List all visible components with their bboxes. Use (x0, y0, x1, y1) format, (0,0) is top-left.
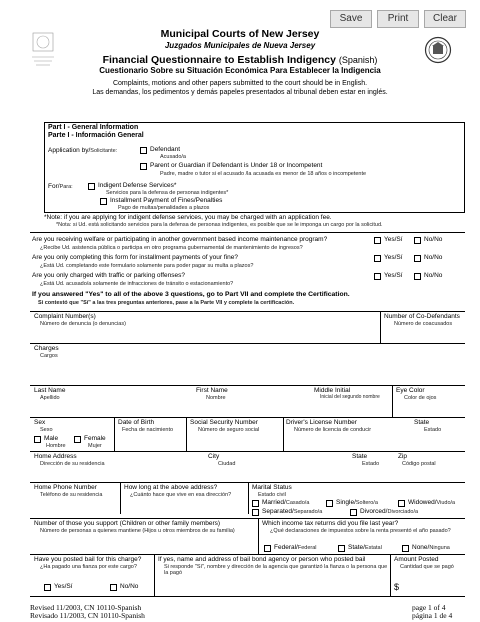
male-label-es: Hombre (46, 443, 66, 449)
dollar-sign: $ (394, 582, 400, 592)
license-state-label: State (414, 419, 430, 426)
widowed-checkbox[interactable] (398, 500, 405, 507)
traffic-no-checkbox[interactable] (414, 273, 421, 280)
city-input[interactable] (208, 468, 348, 480)
answer-note-es: Si contestó que "Sí" a las tres preguntas anteriores, pase a la Parte VII y complete la certificación. (38, 300, 295, 306)
form-title-es: Cuestionario Sobre su Situación Económica Para Establecer la Indigencia (99, 66, 381, 75)
page-number-es: página 1 de 4 (412, 611, 453, 620)
eye-color-label: Eye Color (396, 387, 425, 394)
question-traffic-es: ¿Está Ud. acusado/a solamente de infracciones de tránsito o estacionamiento? (40, 281, 234, 287)
bail-yes-checkbox[interactable] (44, 584, 51, 591)
taxes-label-es: ¿Qué declaraciones de impuestos sobre la renta presentó el año pasado? (270, 528, 451, 534)
codefendants-label-es: Número de coacusados (394, 321, 453, 327)
bail-label: Have you posted bail for this charge? (34, 556, 142, 563)
charges-label-es: Cargos (40, 353, 58, 359)
installment-no-label: No/No (424, 254, 443, 261)
complaint-label: Complaint Number(s) (34, 313, 96, 320)
codefendants-label: Number of Co-Defendants (384, 313, 460, 320)
howlong-label: How long at the above address? (124, 484, 218, 491)
fee-note: *Note: if you are applying for indigent defense services, you may be charged with an application fee. (44, 214, 332, 221)
license-state-label-es: Estado (424, 427, 442, 433)
ssn-input[interactable] (190, 436, 280, 449)
nj-seal-icon (30, 30, 56, 70)
for-label: For/Para: (48, 183, 73, 190)
sex-label: Sex (34, 419, 46, 426)
howlong-label-es: ¿Cuánto hace que vive en esa dirección? (130, 492, 232, 498)
complaint-label-es: Número de denuncia (o denuncias) (40, 321, 126, 327)
last-name-label: Last Name (34, 387, 66, 394)
marital-label: Marital Status (252, 484, 292, 491)
sex-label-es: Sexo (40, 427, 53, 433)
traffic-yes-checkbox[interactable] (374, 273, 381, 280)
state-label: State (352, 453, 368, 460)
application-by-label: Application by/Solicitante: (48, 147, 118, 154)
city-label: City (208, 453, 220, 460)
state-input[interactable] (352, 468, 394, 480)
codefendants-input[interactable] (384, 328, 462, 342)
court-name: Municipal Courts of New Jersey (160, 28, 320, 40)
first-name-label: First Name (196, 387, 228, 394)
installment-checkbox[interactable] (100, 198, 107, 205)
installment-label-es: Pago de multas/penalidades a plazos (118, 205, 210, 211)
first-name-label-es: Nombre (206, 395, 226, 401)
license-state-input[interactable] (414, 436, 462, 449)
question-installment-es: ¿Está Ud. completando este formulario solamente para poder pagar su multa a plazos? (40, 263, 254, 269)
answer-note: If you answered "Yes" to all of the above 3 questions, go to Part VII and complete the Certification. (32, 291, 350, 298)
last-name-input[interactable] (34, 403, 184, 416)
revised-text-es: Revisado 11/2003, CN 10110-Spanish (30, 611, 145, 620)
ssn-label: Social Security Number (190, 419, 258, 426)
traffic-no-label: No/No (424, 272, 443, 279)
first-name-input[interactable] (196, 403, 308, 416)
english-notice: Complaints, motions and other papers submitted to the court should be in English. (112, 80, 368, 87)
english-notice-es: Las demandas, los pedimentos y demás papeles presentados al tribunal deben estar en inglés. (92, 89, 388, 96)
eye-color-input[interactable] (396, 403, 462, 416)
parent-label: Parent or Guardian if Defendant is Under 18 or Incompetent (150, 162, 323, 169)
indigent-label-es: Servicios para la defensa de personas indigentes* (106, 190, 229, 196)
zip-label: Zip (398, 453, 408, 460)
phone-label: Home Phone Number (34, 484, 97, 491)
middle-initial-label-es: Inicial del segundo nombre (320, 394, 380, 400)
male-checkbox[interactable] (34, 436, 41, 443)
question-traffic: Are you only charged with traffic or parking offenses? (32, 272, 185, 279)
dob-label-es: Fecha de nacimiento (122, 427, 174, 433)
ssn-label-es: Número de seguro social (198, 427, 260, 433)
charges-input[interactable] (34, 360, 462, 384)
address-input[interactable] (34, 468, 202, 480)
installment-label: Installment Payment of Fines/Penalties (110, 197, 223, 204)
form-title: Financial Questionnaire to Establish Indigency (Spanish) (102, 54, 378, 66)
parent-label-es: Padre, madre o tutor si el acusado /la acusada es menor de 18 años o incompetente (160, 171, 367, 177)
amount-label: Amount Posted (394, 556, 439, 563)
bail-yes-label: Yes/Sí (54, 583, 73, 590)
eye-color-label-es: Color de ojos (404, 395, 437, 401)
city-label-es: Ciudad (218, 461, 236, 467)
license-label-es: Número de licencia de conducir (294, 427, 372, 433)
address-label: Home Address (34, 453, 77, 460)
federal-label: Federal/Federal (274, 544, 317, 551)
print-button[interactable]: Print (377, 10, 419, 28)
state-label-es: Estado (362, 461, 380, 467)
single-checkbox[interactable] (326, 500, 333, 507)
agency-label-es: Si responde "Sí", nombre y dirección de la agencia que garantizó la fianza o la persona que la pagó (164, 564, 388, 576)
married-label: Married/Casado/a (262, 499, 310, 506)
indigent-label: Indigent Defense Services* (98, 182, 177, 189)
widowed-label: Widowed/Viudo/a (408, 499, 456, 506)
installment-yes-label: Yes/Sí (384, 254, 403, 261)
support-label: Number of those you support (Children or other family members) (34, 520, 221, 527)
agency-input[interactable] (158, 580, 388, 594)
zip-input[interactable] (398, 468, 462, 480)
welfare-yes-checkbox[interactable] (374, 237, 381, 244)
male-label: Male (44, 435, 59, 442)
complaint-input[interactable] (34, 328, 374, 342)
address-label-es: Dirección de su residencia (40, 461, 105, 467)
parent-checkbox[interactable] (140, 163, 147, 170)
question-installment: Are you only completing this form for installment payments of your fine? (32, 254, 238, 261)
defendant-label-es: Acusado/a (160, 154, 186, 160)
howlong-input[interactable] (124, 500, 244, 512)
phone-label-es: Teléfono de su residencia (40, 492, 103, 498)
federal-checkbox[interactable] (264, 545, 271, 552)
installment-yes-checkbox[interactable] (374, 255, 381, 262)
court-seal-icon (424, 36, 452, 64)
agency-label: If yes, name and address of bail bond agency or person who posted bail (158, 556, 366, 563)
welfare-no-label: No/No (424, 236, 443, 243)
bail-label-es: ¿Ha pagado una fianza por este cargo? (40, 564, 137, 570)
bail-no-label: No/No (120, 583, 139, 590)
fee-note-es: *Nota: si Ud. está solicitando servicios para la defensa de personas indigentes, es posible que se le imponga un cargo por la solicitud. (56, 222, 383, 228)
bail-no-checkbox[interactable] (110, 584, 117, 591)
separated-label: Separated/Separado/a (262, 508, 323, 515)
part1-title-es: Parte I - Información General (48, 132, 144, 139)
last-name-label-es: Apellido (40, 395, 60, 401)
question-welfare: Are you receiving welfare or participating in another government based income maintenance program? (32, 236, 328, 243)
license-input[interactable] (286, 436, 408, 449)
traffic-yes-label: Yes/Sí (384, 272, 403, 279)
defendant-checkbox[interactable] (140, 147, 147, 154)
amount-label-es: Cantidad que se pagó (400, 564, 454, 570)
amount-input[interactable] (402, 580, 462, 594)
single-label: Single/Soltero/a (336, 499, 378, 506)
clear-button[interactable]: Clear (424, 10, 466, 28)
charges-label: Charges (34, 345, 59, 352)
state-tax-checkbox[interactable] (338, 545, 345, 552)
middle-initial-input[interactable] (314, 403, 388, 416)
female-label-es: Mujer (88, 443, 102, 449)
none-tax-label: None/Ninguna (412, 544, 450, 551)
installment-no-checkbox[interactable] (414, 255, 421, 262)
married-checkbox[interactable] (252, 500, 259, 507)
welfare-no-checkbox[interactable] (414, 237, 421, 244)
taxes-label: Which income tax returns did you file last year? (262, 520, 399, 527)
divorced-checkbox[interactable] (350, 509, 357, 516)
court-name-es: Juzgados Municipales de Nueva Jersey (164, 41, 316, 50)
license-label: Driver's License Number (286, 419, 357, 426)
phone-input[interactable] (34, 500, 116, 512)
question-welfare-es: ¿Recibe Ud. asistencia pública o participa en otro programa gubernamental de mantenimiento de ingresos? (40, 245, 303, 251)
female-label: Female (84, 435, 106, 442)
middle-initial-label: Middle Initial (314, 387, 351, 394)
separated-checkbox[interactable] (252, 509, 259, 516)
female-checkbox[interactable] (74, 436, 81, 443)
save-button[interactable]: Save (330, 10, 372, 28)
dob-input[interactable] (118, 436, 184, 449)
divorced-label: Divorced/Divorciado/a (360, 508, 419, 515)
defendant-label: Defendant (150, 146, 180, 153)
page-number: page 1 of 4 (412, 603, 446, 612)
none-tax-checkbox[interactable] (402, 545, 409, 552)
dob-label: Date of Birth (118, 419, 155, 426)
revised-text: Revised 11/2003, CN 10110-Spanish (30, 603, 142, 612)
part1-title: Part I - General Information (48, 124, 139, 131)
indigent-checkbox[interactable] (88, 183, 95, 190)
marital-label-es: Estado civil (258, 492, 286, 498)
state-tax-label: State/Estatal (348, 544, 382, 551)
welfare-yes-label: Yes/Sí (384, 236, 403, 243)
support-label-es: Número de personas a quienes mantiene (Hijos u otros miembros de su familia) (40, 528, 235, 534)
zip-label-es: Código postal (402, 461, 436, 467)
